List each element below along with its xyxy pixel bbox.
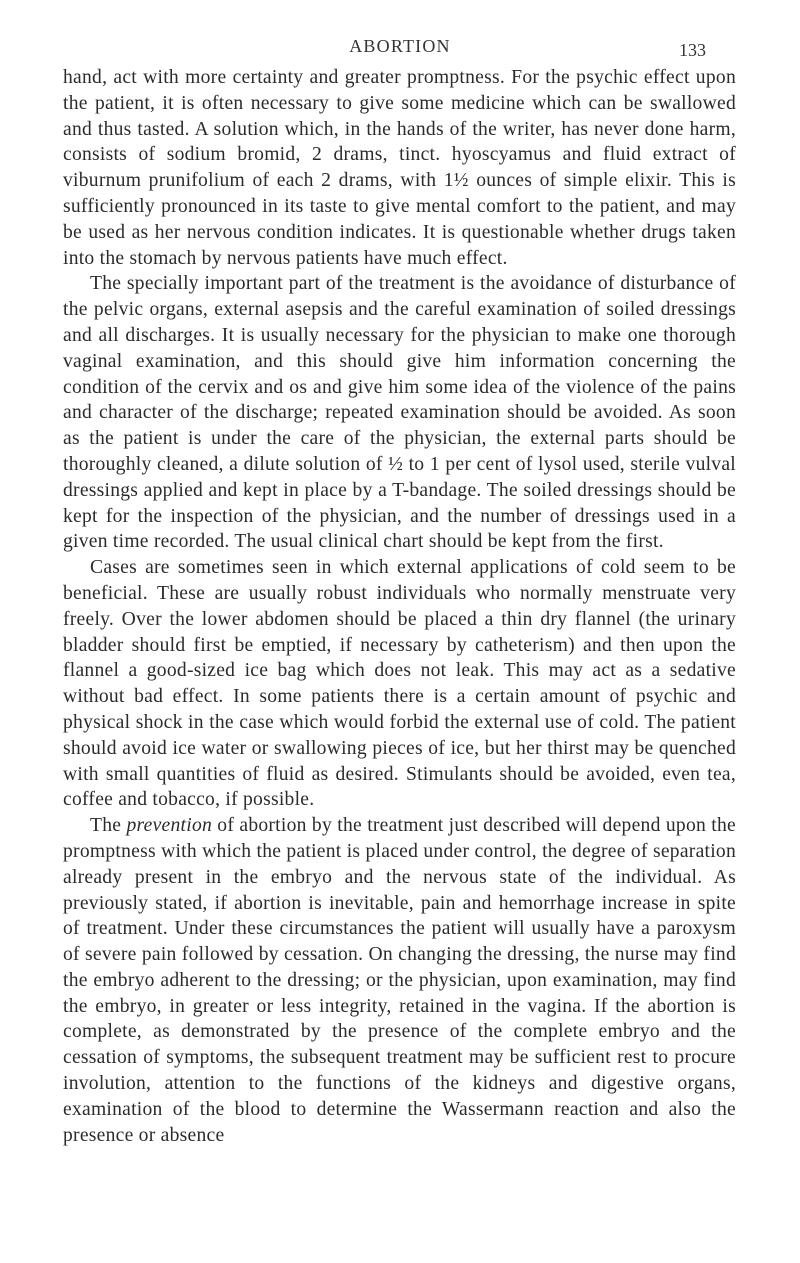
paragraph-3: Cases are sometimes seen in which external applications of cold seem to be beneficial. These are usually robust individuals who normally menstruate very freely. Over the lower abdomen should be placed a thin dry flannel (the urinary bladder should first be emptied, if necessary by catheterism) and then upon the flannel a good-sized ice bag which does not leak. This may act as a sedative without bad effect. In some patients there is a certain amount of psychic and physical shock in the case which would forbid the external use of cold. The patient should avoid ice water or swallowing pieces of ice, but her thirst may be quenched with small quantities of fluid as desired. Stimulants should be avoided, even tea, coffee and tobacco, if possible. xyxy=(63,557,736,811)
paragraph-4-lead: The xyxy=(90,815,127,837)
paragraph-4 xyxy=(63,813,736,1148)
paragraph-2: The specially important part of the treatment is the avoidance of disturbance of the pelvic organs, external asepsis and the careful examination of soiled dressings and all discharges. It is usually necessary for the physician to make one thorough vaginal examination, and this should give him information concerning the condition of the cervix and os and give him some idea of the violence of the pains and character of the discharge; repeated examination should be avoided. As soon as the patient is under the care of the physician, the external parts should be thoroughly cleaned, a dilute solution of ½ to 1 per cent of lysol used, sterile vulval dressings applied and kept in place by a T-bandage. The soiled dressings should be kept for the inspection of the physician, and the number of dressings used in a given time recorded. The usual clinical chart should be kept from the first. xyxy=(63,273,736,553)
page-number: 133 xyxy=(679,40,706,60)
running-head: ABORTION xyxy=(349,36,451,56)
paragraph-1: hand, act with more certainty and greater promptness. For the psychic effect upon the patient, it is often necessary to give some medicine which can be swallowed and thus tasted. A solution which, in the hands of the writer, has never done harm, consists of sodium bromid, 2 drams, tinct. hyoscyamus and fluid extract of viburnum prunifolium of each 2 drams, with 1½ ounces of simple elixir. This is sufficiently pronounced in its taste to give mental comfort to the patient, and may be used as her nervous condition indicates. It is questionable whether drugs taken into the stomach by nervous patients have much effect. xyxy=(63,67,736,269)
body-text xyxy=(63,65,736,1148)
page-header xyxy=(0,26,800,66)
paragraph-4-body: of abortion by the treatment just described will depend upon the promptness with which the patient is placed under control, the degree of separation already present in the embryo and the nervous state of the individual. As previously stated, if abortion is inevitable, pain and hemorrhage increase in spite of treatment. Under these circumstances the patient will usually have a paroxysm of severe pain followed by cessation. On changing the dressing, the nurse may find the embryo adherent to the dressing; or the physician, upon examination, may find the embryo, in greater or less integrity, retained in the vagina. If the abortion is complete, as demonstrated by the presence of the complete embryo and the cessation of symptoms, the subsequent treatment may be sufficient rest to procure involution, attention to the functions of the kidneys and digestive organs, examination of the blood to determine the Wassermann reaction and also the presence or absence xyxy=(63,815,736,1146)
prevention-emphasis: prevention xyxy=(126,815,213,837)
